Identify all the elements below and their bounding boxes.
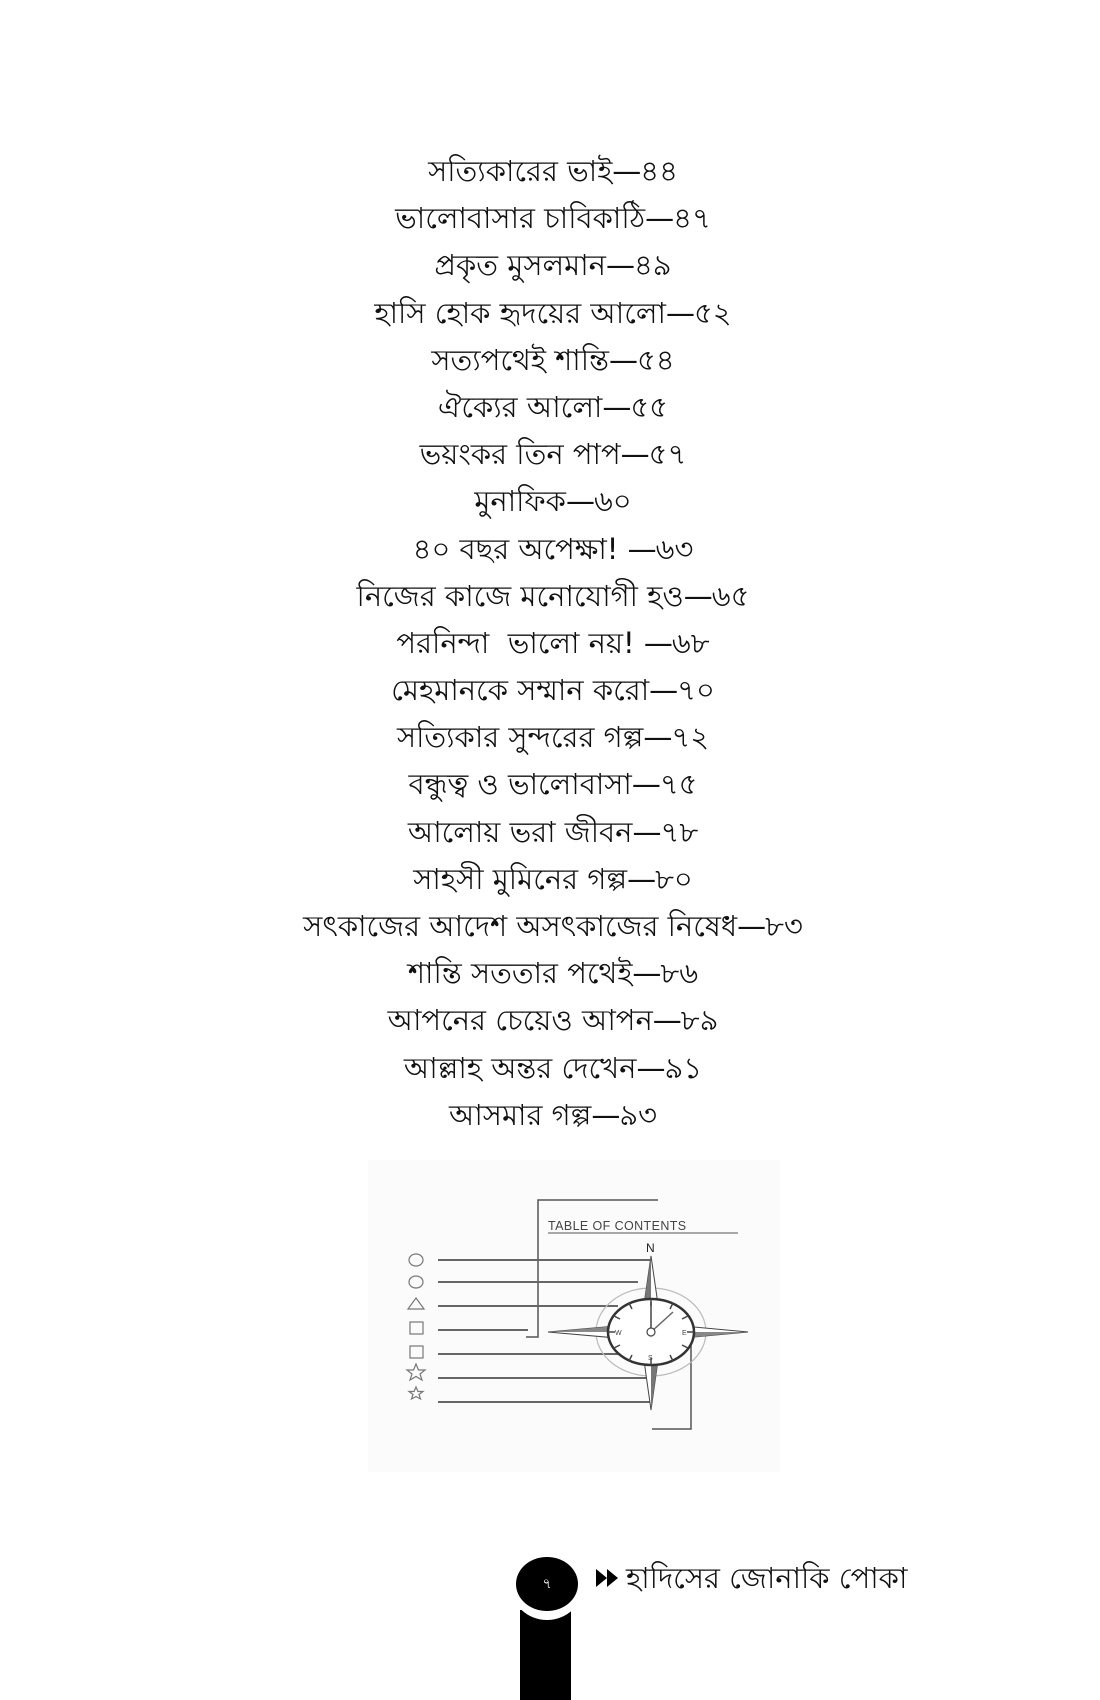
- toc-entry-page: ৪৪: [640, 154, 678, 188]
- toc-entry[interactable]: [0, 809, 1100, 856]
- toc-separator: —: [591, 1097, 620, 1132]
- toc-separator: —: [565, 484, 594, 519]
- compass-east-label: E: [682, 1330, 687, 1337]
- toc-separator: —: [632, 956, 661, 991]
- toc-entry-title: শান্তি সততার পথেই: [407, 956, 633, 991]
- toc-separator: —: [620, 437, 649, 472]
- toc-entry-title: ৪০ বছর অপেক্ষা!: [412, 531, 628, 566]
- toc-entry[interactable]: [0, 290, 1100, 337]
- toc-entry[interactable]: [0, 337, 1100, 384]
- toc-entry-title: আসমার গল্প: [448, 1097, 592, 1132]
- toc-separator: —: [643, 625, 672, 660]
- star-icon: [409, 1387, 423, 1399]
- toc-entry[interactable]: [0, 950, 1100, 997]
- toc-entry[interactable]: [0, 620, 1100, 667]
- toc-entry-title: ভয়ংকর তিন পাপ: [419, 437, 621, 472]
- square-icon: [410, 1346, 423, 1358]
- toc-entry[interactable]: [0, 573, 1100, 620]
- toc-entry-page: ৫২: [693, 295, 732, 330]
- toc-separator: —: [645, 201, 674, 236]
- toc-entry-title: সাহসী মুমিনের গল্প: [413, 861, 628, 896]
- page-number-badge: [516, 1557, 578, 1611]
- fast-forward-icon: [596, 1569, 618, 1587]
- toc-entry-page: ৪৭: [673, 201, 711, 236]
- toc-entry-title: ঐক্যের আলো: [438, 389, 603, 424]
- toc-separator: —: [737, 909, 766, 943]
- toc-entry[interactable]: [0, 195, 1100, 242]
- toc-entry-page: ৭০: [677, 673, 715, 708]
- toc-entry[interactable]: [0, 384, 1100, 431]
- toc-entry-page: ৫৪: [636, 342, 675, 377]
- toc-entry[interactable]: [0, 903, 1100, 950]
- toc-separator: —: [605, 248, 634, 283]
- toc-separator: —: [631, 767, 660, 802]
- toc-entry-title: আলোয় ভরা জীবন: [407, 814, 633, 849]
- toc-entry-title: ভালোবাসার চাবিকাঠি: [395, 201, 646, 236]
- toc-entry-page: ৯৩: [619, 1097, 658, 1132]
- toc-entry-title: বন্ধুত্ব ও ভালোবাসা: [408, 767, 632, 802]
- toc-entry[interactable]: [0, 478, 1100, 525]
- toc-entry[interactable]: [0, 761, 1100, 808]
- toc-entry-title: সৎকাজের আদেশ অসৎকাজের নিষেধ: [303, 909, 738, 943]
- toc-entry-title: সত্যিকারের ভাই: [428, 154, 613, 188]
- running-title: [596, 1558, 907, 1598]
- toc-entry-title: আপনের চেয়েও আপন: [387, 1003, 653, 1038]
- bullet-icons: [407, 1254, 425, 1399]
- toc-entry-title: হাসি হোক হৃদয়ের আলো: [374, 295, 666, 330]
- toc-entry[interactable]: [0, 997, 1100, 1044]
- toc-entry-page: ৮৯: [680, 1003, 719, 1038]
- toc-entry-title: মেহমানকে সম্মান করো: [391, 673, 650, 708]
- toc-entry[interactable]: [0, 431, 1100, 478]
- toc-separator: —: [649, 673, 678, 708]
- circle-icon: [409, 1254, 423, 1266]
- toc-entry-title: পরনিন্দা ভালো নয়!: [396, 625, 644, 660]
- toc-entry-page: ৮৩: [765, 909, 803, 943]
- illustration-heading: TABLE OF CONTENTS: [548, 1219, 687, 1233]
- toc-entry-page: ৬৮: [671, 625, 710, 660]
- toc-entry-title: সত্যিকার সুন্দরের গল্প: [396, 720, 644, 755]
- toc-separator: —: [643, 720, 672, 755]
- toc-entry-page: ৭২: [671, 720, 710, 755]
- toc-entry-page: ৫৭: [648, 437, 687, 472]
- compass-north-label: N: [646, 1241, 655, 1255]
- toc-entry[interactable]: [0, 1045, 1100, 1092]
- toc-entry-page: ৬০: [593, 484, 632, 519]
- toc-entry[interactable]: [0, 856, 1100, 903]
- toc-separator: —: [608, 342, 637, 377]
- toc-separator: —: [636, 1050, 665, 1085]
- toc-entry-page: ৫৫: [630, 389, 668, 424]
- toc-entry[interactable]: [0, 1092, 1100, 1139]
- square-icon: [410, 1322, 423, 1334]
- toc-entry-title: সত্যপথেই শান্তি: [431, 342, 609, 377]
- toc-separator: —: [612, 154, 641, 188]
- toc-entry[interactable]: [0, 714, 1100, 761]
- footer-bar: [520, 1610, 571, 1700]
- triangle-icon: [408, 1298, 424, 1309]
- toc-compass-illustration: [368, 1160, 780, 1472]
- table-of-contents: [0, 148, 1100, 1139]
- toc-entry[interactable]: [0, 148, 1100, 195]
- toc-entry[interactable]: [0, 526, 1100, 573]
- toc-entry-title: নিজের কাজে মনোযোগী হও: [356, 578, 684, 613]
- toc-entry-page: ৮০: [655, 861, 693, 896]
- compass-south-label: S: [648, 1355, 653, 1362]
- toc-entry-title: মুনাফিক: [474, 484, 566, 519]
- toc-entry-page: ৭৫: [659, 767, 698, 802]
- toc-entry-page: ৬৩: [655, 531, 694, 566]
- toc-entry[interactable]: [0, 667, 1100, 714]
- page-number: ৭: [542, 1576, 552, 1592]
- star-icon: [407, 1364, 425, 1380]
- toc-separator: —: [632, 814, 661, 849]
- toc-separator: —: [602, 389, 631, 424]
- circle-icon: [409, 1276, 423, 1288]
- toc-entry-title: আল্লাহ অন্তর দেখেন: [403, 1050, 637, 1085]
- toc-entry-page: ৮৬: [660, 956, 699, 991]
- toc-separator: —: [627, 861, 656, 896]
- toc-separator: —: [683, 578, 712, 613]
- toc-entry-page: ৪৯: [633, 248, 672, 283]
- toc-entry-page: ৬৫: [711, 578, 750, 613]
- toc-separator: —: [665, 295, 694, 330]
- compass-icon: [548, 1241, 748, 1410]
- toc-separator: —: [652, 1003, 681, 1038]
- compass-west-label: W: [615, 1330, 622, 1337]
- toc-entry-page: ৯১: [664, 1050, 703, 1085]
- toc-entry[interactable]: [0, 242, 1100, 289]
- toc-entry-title: প্রকৃত মুসলমান: [434, 248, 606, 283]
- toc-entry-page: ৭৮: [660, 814, 699, 849]
- toc-separator: —: [627, 531, 656, 566]
- book-title: হাদিসের জোনাকি পোকা: [626, 1561, 908, 1595]
